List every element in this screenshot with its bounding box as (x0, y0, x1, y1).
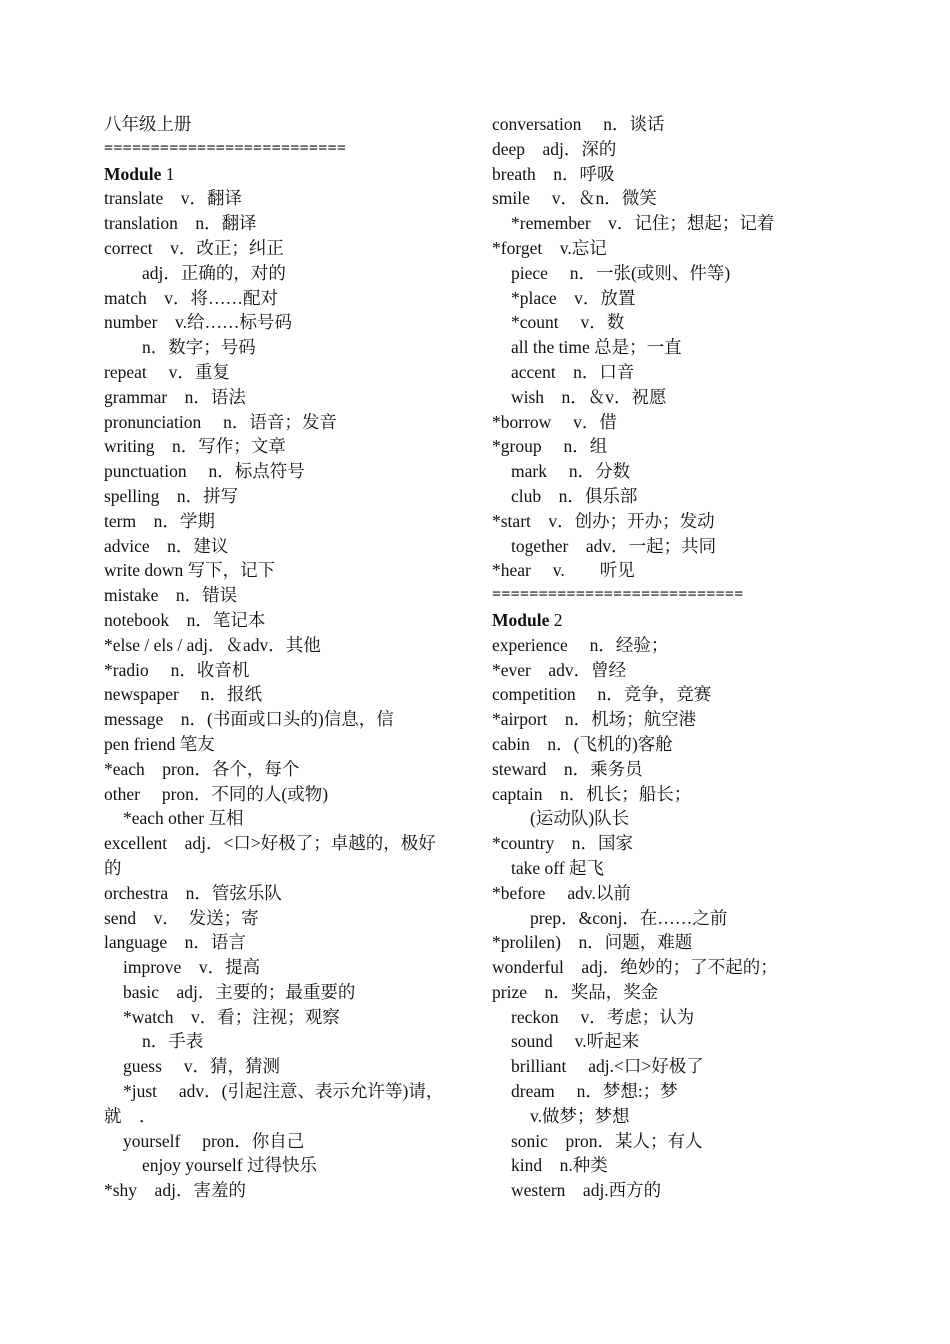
vocab-entry: smile v．＆n．微笑 (492, 188, 657, 209)
vocab-entry: take off 起飞 (511, 857, 604, 878)
vocab-entry: improve v．提高 (123, 957, 261, 978)
module-heading (104, 162, 469, 187)
vocab-entry: *watch v．看；注视；观察 (123, 1006, 340, 1027)
vocab-entry: *before adv.以前 (492, 882, 631, 903)
vocab-entry: steward n．乘务员 (492, 758, 643, 779)
vocab-entry: wish n．＆v．祝愿 (511, 386, 667, 407)
vocab-entry: kind n.种类 (511, 1155, 608, 1176)
vocab-entry: deep adj．深的 (492, 138, 617, 159)
vocab-entry: spelling n．拼写 (104, 485, 239, 506)
vocab-entry: conversation n．谈话 (492, 114, 665, 134)
vocab-entry: mark n．分数 (511, 461, 631, 482)
module-heading-label: Module (104, 163, 162, 184)
vocab-entry: sonic pron．某人；有人 (511, 1130, 703, 1151)
vocab-entry: translate v．翻译 (104, 188, 243, 209)
vocab-entry: n．数字；号码 (142, 337, 256, 358)
vocab-entry: wonderful adj．绝妙的；了不起的； (492, 957, 778, 978)
vocab-entry: *airport n．机场；航空港 (492, 709, 697, 730)
vocab-entry: reckon v．考虑；认为 (511, 1006, 695, 1027)
vocab-entry: newspaper n．报纸 (104, 684, 262, 705)
vocab-entry: writing n．写作；文章 (104, 436, 286, 457)
vocab-entry: orchestra n．管弦乐队 (104, 882, 282, 903)
separator-line: ========================== (104, 139, 347, 157)
vocab-entry: 的 (104, 857, 122, 878)
vocab-entry: 就 ． (104, 1105, 157, 1126)
vocab-entry: v.做梦；梦想 (530, 1105, 630, 1126)
module-heading (492, 608, 822, 633)
vocab-entry: *count v．数 (511, 312, 625, 333)
vocab-entry: *each pron．各个，每个 (104, 758, 300, 779)
vocab-entry: dream n．梦想:；梦 (511, 1081, 678, 1102)
vocab-entry: other pron．不同的人(或物) (104, 783, 329, 804)
vocab-entry: message n．(书面或口头的)信息，信 (104, 709, 394, 730)
vocab-entry: mistake n．错误 (104, 585, 238, 606)
vocab-entry: competition n．竞争，竞赛 (492, 684, 712, 705)
vocab-entry: *each other 互相 (123, 808, 244, 829)
vocab-entry: *just adv．(引起注意、表示允许等)请， (123, 1081, 444, 1102)
left-column (104, 112, 469, 1203)
vocab-entry: sound v.听起来 (511, 1031, 640, 1052)
vocab-entry: guess v．猜，猜测 (123, 1056, 281, 1077)
vocab-entry: breath n．呼吸 (492, 163, 615, 184)
vocab-entry: yourself pron．你自己 (123, 1130, 305, 1151)
vocab-entry: *shy adj．害羞的 (104, 1180, 246, 1201)
vocab-entry: pen friend 笔友 (104, 733, 215, 754)
vocab-entry: cabin n．(飞机的)客舱 (492, 733, 673, 754)
vocab-entry: *start v．创办；开办；发动 (492, 510, 715, 531)
vocab-entry: write down 写下，记下 (104, 560, 276, 581)
vocab-entry: *radio n．收音机 (104, 659, 250, 680)
vocab-entry: 八年级上册 (104, 114, 192, 134)
module-heading-label: Module (492, 609, 550, 630)
vocab-entry: grammar n．语法 (104, 386, 246, 407)
vocab-entry: advice n．建议 (104, 535, 229, 556)
vocab-entry: basic adj．主要的；最重要的 (123, 981, 356, 1002)
vocab-entry: piece n．一张(或则、件等) (511, 262, 731, 283)
vocab-entry: captain n．机长；船长； (492, 783, 692, 804)
vocab-entry: correct v．改正；纠正 (104, 237, 284, 258)
vocab-entry: *forget v.忘记 (492, 237, 607, 258)
vocab-entry: accent n．口音 (511, 361, 635, 382)
vocab-entry: all the time 总是；一直 (511, 337, 682, 358)
vocab-entry: *group n．组 (492, 436, 608, 457)
vocab-entry: club n．俱乐部 (511, 485, 638, 506)
vocab-entry: western adj.西方的 (511, 1180, 662, 1201)
vocab-entry: experience n．经验； (492, 634, 669, 655)
vocab-entry: prize n．奖品，奖金 (492, 981, 659, 1002)
vocab-entry: together adv．一起；共同 (511, 535, 717, 556)
vocab-entry: *prolilen) n．问题，难题 (492, 932, 693, 953)
vocab-entry: (运动队)队长 (530, 808, 630, 829)
vocab-entry: *remember v．记住；想起；记着 (511, 213, 775, 234)
module-heading-number: 2 (549, 609, 563, 630)
vocab-entry: *ever adv．曾经 (492, 659, 627, 680)
vocab-entry: n．手表 (142, 1031, 204, 1052)
vocab-entry: *hear v. 听见 (492, 560, 635, 581)
vocab-entry: term n．学期 (104, 510, 215, 531)
right-column (492, 112, 822, 1203)
vocab-entry: match v．将……配对 (104, 287, 279, 308)
separator-line: =========================== (492, 586, 744, 604)
module-heading-number: 1 (161, 163, 175, 184)
vocab-entry: translation n．翻译 (104, 213, 257, 234)
vocab-entry: brilliant adj.<口>好极了 (511, 1056, 704, 1077)
vocab-entry: number v.给……标号码 (104, 312, 292, 333)
vocab-entry: language n．语言 (104, 932, 246, 953)
vocab-entry: excellent adj．<口>好极了；卓越的，极好 (104, 833, 436, 854)
vocab-entry: send v． 发送；寄 (104, 907, 259, 928)
vocab-entry: adj．正确的，对的 (142, 262, 286, 283)
vocab-entry: enjoy yourself 过得快乐 (142, 1155, 317, 1176)
vocab-entry: prep．&conj．在……之前 (530, 907, 728, 928)
vocab-entry: notebook n．笔记本 (104, 609, 266, 630)
vocab-entry: *borrow v．借 (492, 411, 617, 432)
vocab-entry: *country n．国家 (492, 833, 633, 854)
vocab-entry: *else / els / adj．＆adv．其他 (104, 634, 321, 655)
vocab-entry: pronunciation n．语音；发音 (104, 411, 337, 432)
vocab-entry: punctuation n．标点符号 (104, 461, 305, 482)
vocab-entry: *place v．放置 (511, 287, 636, 308)
vocab-entry: repeat v．重复 (104, 361, 230, 382)
